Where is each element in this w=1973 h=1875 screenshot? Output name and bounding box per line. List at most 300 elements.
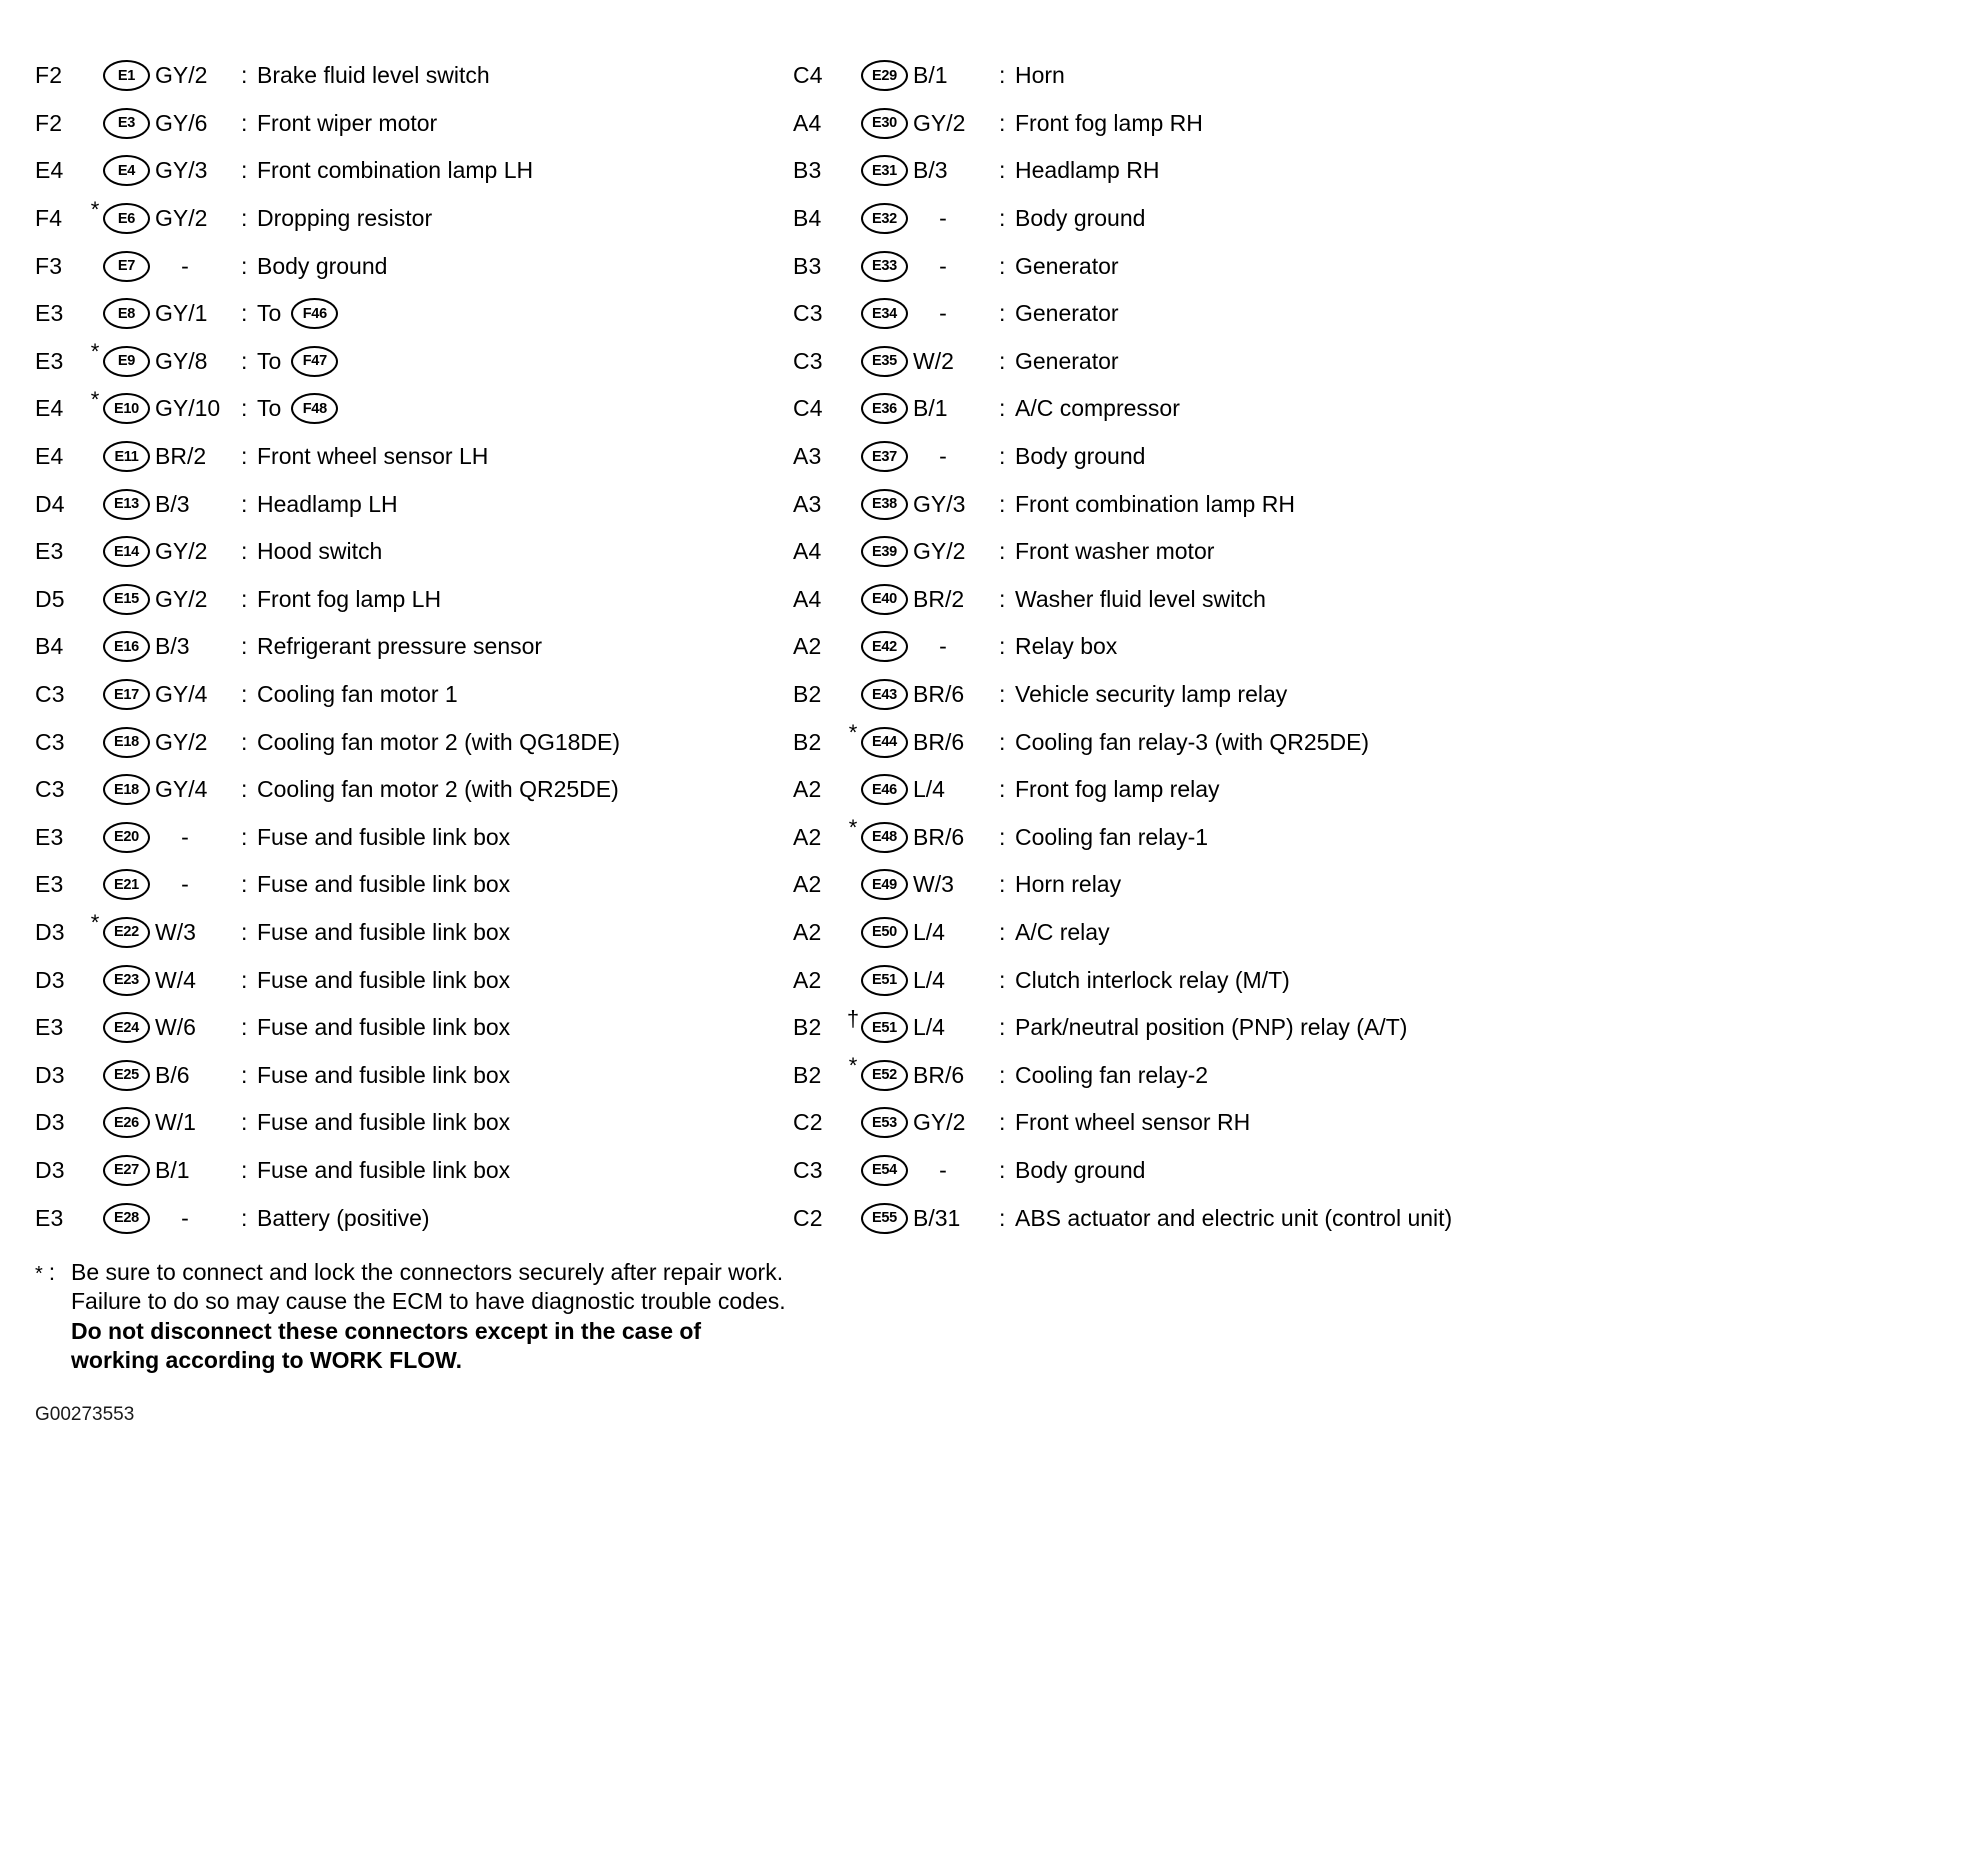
connector-id-oval (103, 631, 150, 662)
footnote-body (71, 1258, 787, 1376)
connector-color-code: - (939, 1156, 947, 1183)
connector-description-text: Relay box (1015, 633, 1118, 660)
connector-description (257, 824, 793, 851)
grid-reference: B3 (793, 252, 822, 279)
connector-row (35, 433, 793, 481)
connector-id-oval (103, 584, 150, 615)
connector-row (793, 1051, 1953, 1099)
colon-separator: : (241, 395, 248, 422)
connector-description-text: To (257, 347, 282, 374)
colon-separator: : (999, 728, 1006, 755)
connector-note-marker: * (90, 196, 100, 222)
connector-id: E7 (117, 258, 136, 275)
grid-reference: E3 (35, 1014, 64, 1041)
connector-id: E38 (872, 496, 897, 513)
connector-color-code: GY/6 (155, 109, 208, 136)
connector-row (35, 1051, 793, 1099)
connector-id: E17 (114, 686, 139, 703)
connector-id: E50 (872, 924, 897, 941)
connector-note-marker: * (848, 1053, 858, 1079)
connector-note-marker: * (848, 815, 858, 841)
connector-description (257, 919, 793, 946)
connector-description (257, 633, 793, 660)
connector-description (257, 205, 793, 232)
colon-separator: : (999, 395, 1006, 422)
connector-description-text: Horn (1015, 62, 1065, 89)
connector-color-code: W/3 (913, 871, 954, 898)
connector-id-oval (861, 1060, 908, 1091)
connector-id-oval (861, 631, 908, 662)
connector-description-text: Cooling fan motor 1 (257, 681, 458, 708)
colon-separator: : (999, 1061, 1006, 1088)
connector-id-oval (861, 822, 908, 853)
connector-description-text: Front combination lamp RH (1015, 490, 1295, 517)
colon-separator: : (241, 490, 248, 517)
connector-note-marker: * (848, 720, 858, 746)
grid-reference: D3 (35, 1061, 65, 1088)
connector-row (793, 433, 1953, 481)
grid-reference: A4 (793, 538, 822, 565)
grid-reference: C3 (35, 728, 65, 755)
grid-reference: C4 (793, 62, 823, 89)
connector-id-oval (861, 584, 908, 615)
connector-color-code: B/6 (155, 1061, 190, 1088)
grid-reference: F4 (35, 205, 63, 232)
colon-separator: : (999, 776, 1006, 803)
grid-reference: A2 (793, 966, 822, 993)
connector-row (793, 718, 1953, 766)
connector-id: E1 (117, 67, 136, 84)
grid-reference: E4 (35, 157, 64, 184)
connector-id-oval (103, 822, 150, 853)
colon-separator: : (241, 871, 248, 898)
connector-description-text: Front fog lamp LH (257, 585, 442, 612)
connector-id: E26 (114, 1114, 139, 1131)
grid-reference: E3 (35, 300, 64, 327)
grid-reference: E3 (35, 871, 64, 898)
connector-id: E27 (114, 1162, 139, 1179)
connector-color-code: W/3 (155, 918, 196, 945)
connector-row (793, 338, 1953, 386)
connector-description-text: Generator (1015, 252, 1119, 279)
connector-color-code: BR/2 (913, 585, 965, 612)
connector-row (793, 290, 1953, 338)
connector-id-oval (103, 965, 150, 996)
connector-description-text: Front wheel sensor LH (257, 443, 489, 470)
connector-row (793, 766, 1953, 814)
connector-row (35, 671, 793, 719)
colon-separator: : (999, 443, 1006, 470)
connector-row (35, 909, 793, 957)
grid-reference: B2 (793, 681, 822, 708)
connector-row (793, 100, 1953, 148)
grid-reference: C3 (793, 1156, 823, 1183)
connector-color-code: L/4 (913, 1014, 945, 1041)
connector-description-text: Body ground (1015, 205, 1146, 232)
connector-id-oval (103, 536, 150, 567)
connector-color-code: - (939, 633, 947, 660)
colon-separator: : (241, 1014, 248, 1041)
connector-color-code: GY/4 (155, 776, 208, 803)
connector-id-oval (861, 869, 908, 900)
connector-description-text: Fuse and fusible link box (257, 823, 511, 850)
connector-color-code: BR/6 (913, 823, 965, 850)
connector-id: E28 (114, 1210, 139, 1227)
colon-separator: : (241, 109, 248, 136)
grid-reference: A4 (793, 109, 822, 136)
connector-color-code: GY/2 (155, 205, 208, 232)
colon-separator: : (999, 823, 1006, 850)
grid-reference: D3 (35, 1109, 65, 1136)
connector-id-oval (103, 1107, 150, 1138)
colon-separator: : (999, 1156, 1006, 1183)
connector-note-marker: * (90, 339, 100, 365)
connector-id-oval (103, 441, 150, 472)
connector-id: E11 (114, 448, 139, 465)
connector-id-oval (861, 1012, 908, 1043)
colon-separator: : (999, 252, 1006, 279)
connector-color-code: W/4 (155, 966, 196, 993)
grid-reference: C3 (35, 681, 65, 708)
connector-description (257, 62, 793, 89)
connector-description (257, 1205, 793, 1232)
connector-color-code: - (181, 871, 189, 898)
colon-separator: : (241, 300, 248, 327)
connector-row (793, 861, 1953, 909)
connector-description-text: Park/neutral position (PNP) relay (A/T) (1015, 1014, 1408, 1041)
connector-description (257, 776, 793, 803)
connector-id-oval (861, 489, 908, 520)
connector-description (1015, 300, 1953, 327)
colon-separator: : (241, 823, 248, 850)
connector-color-code: GY/2 (913, 109, 966, 136)
connector-color-code: - (181, 823, 189, 850)
connector-description (257, 346, 793, 377)
connector-id: E39 (872, 543, 897, 560)
connector-color-code: GY/2 (155, 62, 208, 89)
colon-separator: : (241, 443, 248, 470)
connector-id-oval (861, 203, 908, 234)
connector-id: E55 (872, 1210, 897, 1227)
grid-reference: B2 (793, 728, 822, 755)
connector-row (793, 1004, 1953, 1052)
connector-color-code: B/1 (155, 1156, 190, 1183)
connector-id-oval (103, 1155, 150, 1186)
connector-row (35, 1147, 793, 1195)
grid-reference: C2 (793, 1109, 823, 1136)
connector-id: E44 (872, 734, 897, 751)
colon-separator: : (999, 918, 1006, 945)
connector-description-text: Generator (1015, 300, 1119, 327)
connector-id: E43 (872, 686, 897, 703)
connector-description (257, 110, 793, 137)
connector-description-text: Clutch interlock relay (M/T) (1015, 966, 1290, 993)
connector-color-code: - (939, 205, 947, 232)
connector-id: E10 (114, 400, 139, 417)
colon-separator: : (999, 681, 1006, 708)
connector-id: E8 (117, 305, 136, 322)
colon-separator: : (241, 633, 248, 660)
connector-description-text: Fuse and fusible link box (257, 1014, 511, 1041)
connector-description (257, 729, 793, 756)
connector-id-oval (103, 917, 150, 948)
connector-description-text: Refrigerant pressure sensor (257, 633, 543, 660)
grid-reference: A2 (793, 918, 822, 945)
connector-id: E13 (114, 496, 139, 513)
connector-description (257, 1157, 793, 1184)
connector-row (793, 528, 1953, 576)
connector-id: E54 (872, 1162, 897, 1179)
connector-color-code: - (939, 443, 947, 470)
grid-reference: B4 (793, 205, 822, 232)
connector-description (1015, 633, 1953, 660)
connector-id-oval (861, 60, 908, 91)
grid-reference: B4 (35, 633, 64, 660)
connector-id-oval (861, 298, 908, 329)
connector-description-text: Fuse and fusible link box (257, 1061, 511, 1088)
colon-separator: : (241, 157, 248, 184)
connector-id-oval (103, 869, 150, 900)
grid-reference: D3 (35, 966, 65, 993)
connector-description-text: Headlamp RH (1015, 157, 1160, 184)
connector-description-text: To (257, 300, 282, 327)
colon-separator: : (999, 585, 1006, 612)
connector-id: E20 (114, 829, 139, 846)
connector-description-text: Fuse and fusible link box (257, 1109, 511, 1136)
connector-id-oval (861, 965, 908, 996)
connector-description (1015, 729, 1953, 756)
connector-id-oval (103, 346, 150, 377)
connector-id: E40 (872, 591, 897, 608)
grid-reference: A2 (793, 633, 822, 660)
connector-id: E4 (117, 162, 136, 179)
connector-id-oval (861, 251, 908, 282)
connector-id: E42 (872, 638, 897, 655)
connector-id: E33 (872, 258, 897, 275)
connector-id-oval (103, 393, 150, 424)
connector-description (257, 1062, 793, 1089)
connector-row (793, 671, 1953, 719)
connector-color-code: L/4 (913, 966, 945, 993)
to-connector-oval (291, 346, 338, 377)
colon-separator: : (241, 1061, 248, 1088)
connector-id-oval (103, 60, 150, 91)
connector-list-column-left (35, 52, 793, 1242)
connector-description (1015, 1109, 1953, 1136)
connector-description (257, 871, 793, 898)
colon-separator: : (999, 1014, 1006, 1041)
connector-row (793, 480, 1953, 528)
connector-description (1015, 1014, 1953, 1041)
connector-id-oval (103, 251, 150, 282)
connector-row (793, 147, 1953, 195)
connector-description (1015, 1157, 1953, 1184)
connector-description-text: Front wiper motor (257, 109, 438, 136)
connector-row (35, 956, 793, 1004)
connector-color-code: L/4 (913, 776, 945, 803)
connector-color-code: GY/1 (155, 300, 208, 327)
footnote-bold-text: Do not disconnect these connectors except in the case of working according to WORK FLOW. (71, 1317, 702, 1374)
connector-description-text: Front combination lamp LH (257, 157, 534, 184)
connector-id-oval (861, 1107, 908, 1138)
grid-reference: E4 (35, 395, 64, 422)
colon-separator: : (999, 538, 1006, 565)
connector-row (35, 338, 793, 386)
connector-row (35, 718, 793, 766)
grid-reference: D5 (35, 585, 65, 612)
connector-description-text: Hood switch (257, 538, 383, 565)
footnote-separator: : (48, 1258, 56, 1285)
colon-separator: : (241, 776, 248, 803)
connector-description (1015, 681, 1953, 708)
connector-color-code: - (939, 252, 947, 279)
connector-id: E3 (117, 115, 136, 132)
connector-color-code: W/2 (913, 347, 954, 374)
connector-id-oval (861, 917, 908, 948)
connector-id-oval (861, 774, 908, 805)
connector-description-text: Fuse and fusible link box (257, 966, 511, 993)
connector-row (793, 52, 1953, 100)
connector-row (793, 385, 1953, 433)
connector-description-text: Front wheel sensor RH (1015, 1109, 1251, 1136)
connector-id: E24 (114, 1019, 139, 1036)
to-connector-oval (291, 393, 338, 424)
connector-description (1015, 1062, 1953, 1089)
connector-id-oval (861, 441, 908, 472)
colon-separator: : (241, 1204, 248, 1231)
colon-separator: : (999, 205, 1006, 232)
connector-description (1015, 253, 1953, 280)
grid-reference: F3 (35, 252, 63, 279)
connector-row (793, 1147, 1953, 1195)
grid-reference: E3 (35, 347, 64, 374)
connector-id: E35 (872, 353, 897, 370)
connector-id: E51 (872, 1019, 897, 1036)
connector-description-text: Front washer motor (1015, 538, 1215, 565)
connector-id-oval (103, 1060, 150, 1091)
grid-reference: B2 (793, 1061, 822, 1088)
connector-description (257, 393, 793, 424)
grid-reference: E3 (35, 538, 64, 565)
connector-description (257, 298, 793, 329)
connector-description (1015, 443, 1953, 470)
connector-id: E30 (872, 115, 897, 132)
grid-reference: A3 (793, 490, 822, 517)
connector-description-text: Body ground (1015, 443, 1146, 470)
connector-row (35, 100, 793, 148)
connector-row (793, 1194, 1953, 1242)
connector-color-code: BR/6 (913, 681, 965, 708)
to-connector-id: F48 (302, 400, 327, 417)
connector-id-oval (103, 1012, 150, 1043)
connector-color-code: W/6 (155, 1014, 196, 1041)
connector-color-code: GY/4 (155, 681, 208, 708)
connector-description (257, 157, 793, 184)
connector-row (793, 956, 1953, 1004)
connector-description-text: Body ground (257, 252, 388, 279)
connector-id-oval (861, 346, 908, 377)
connector-color-code: - (181, 252, 189, 279)
connector-id-oval (103, 727, 150, 758)
connector-row (35, 242, 793, 290)
connector-description-text: Washer fluid level switch (1015, 585, 1266, 612)
connector-description-text: ABS actuator and electric unit (control unit) (1015, 1204, 1453, 1231)
connector-id: E16 (114, 638, 139, 655)
connector-description-text: Fuse and fusible link box (257, 871, 511, 898)
connector-description (257, 1109, 793, 1136)
footnote-normal-text: Be sure to connect and lock the connectors securely after repair work. Failure to do so may cause the ECM to have diagnostic trouble codes. (71, 1258, 786, 1315)
connector-color-code: B/3 (913, 157, 948, 184)
connector-description (1015, 919, 1953, 946)
grid-reference: C3 (793, 347, 823, 374)
connector-id: E6 (117, 210, 136, 227)
connector-color-code: GY/2 (155, 538, 208, 565)
connector-description (257, 681, 793, 708)
connector-id-oval (861, 536, 908, 567)
colon-separator: : (241, 728, 248, 755)
colon-separator: : (999, 109, 1006, 136)
connector-row (35, 576, 793, 624)
connector-id: E22 (114, 924, 139, 941)
connector-id: E14 (114, 543, 139, 560)
connector-description-text: Front fog lamp RH (1015, 109, 1203, 136)
connector-description (257, 538, 793, 565)
connector-color-code: GY/2 (155, 585, 208, 612)
connector-color-code: GY/2 (155, 728, 208, 755)
connector-description-text: Brake fluid level switch (257, 62, 490, 89)
connector-description (1015, 348, 1953, 375)
connector-description (257, 1014, 793, 1041)
connector-description (1015, 586, 1953, 613)
connector-id-oval (103, 203, 150, 234)
connector-id: E48 (872, 829, 897, 846)
connector-row (35, 528, 793, 576)
connector-id-oval (861, 108, 908, 139)
grid-reference: F2 (35, 62, 63, 89)
connector-id-oval (103, 489, 150, 520)
colon-separator: : (999, 1204, 1006, 1231)
connector-color-code: GY/2 (913, 1109, 966, 1136)
connector-color-code: GY/3 (155, 157, 208, 184)
connector-description-text: Cooling fan motor 2 (with QR25DE) (257, 776, 619, 803)
connector-id: E25 (114, 1067, 139, 1084)
grid-reference: C4 (793, 395, 823, 422)
connector-description-text: Cooling fan relay-1 (1015, 823, 1209, 850)
connector-description (1015, 205, 1953, 232)
connector-row (793, 242, 1953, 290)
connector-note-marker: † (846, 1005, 860, 1031)
connector-note-marker: * (90, 910, 100, 936)
connector-row (793, 1099, 1953, 1147)
connector-id: E9 (117, 353, 136, 370)
connector-id: E29 (872, 67, 897, 84)
connector-row (35, 814, 793, 862)
connector-id-oval (861, 155, 908, 186)
connector-color-code: B/3 (155, 633, 190, 660)
connector-description (1015, 491, 1953, 518)
connector-id: E49 (872, 876, 897, 893)
connector-row (35, 1099, 793, 1147)
colon-separator: : (999, 300, 1006, 327)
colon-separator: : (241, 347, 248, 374)
grid-reference: E3 (35, 823, 64, 850)
grid-reference: A4 (793, 585, 822, 612)
colon-separator: : (241, 252, 248, 279)
colon-separator: : (241, 538, 248, 565)
connector-description-text: A/C compressor (1015, 395, 1180, 422)
connector-id: E36 (872, 400, 897, 417)
grid-reference: E4 (35, 443, 64, 470)
